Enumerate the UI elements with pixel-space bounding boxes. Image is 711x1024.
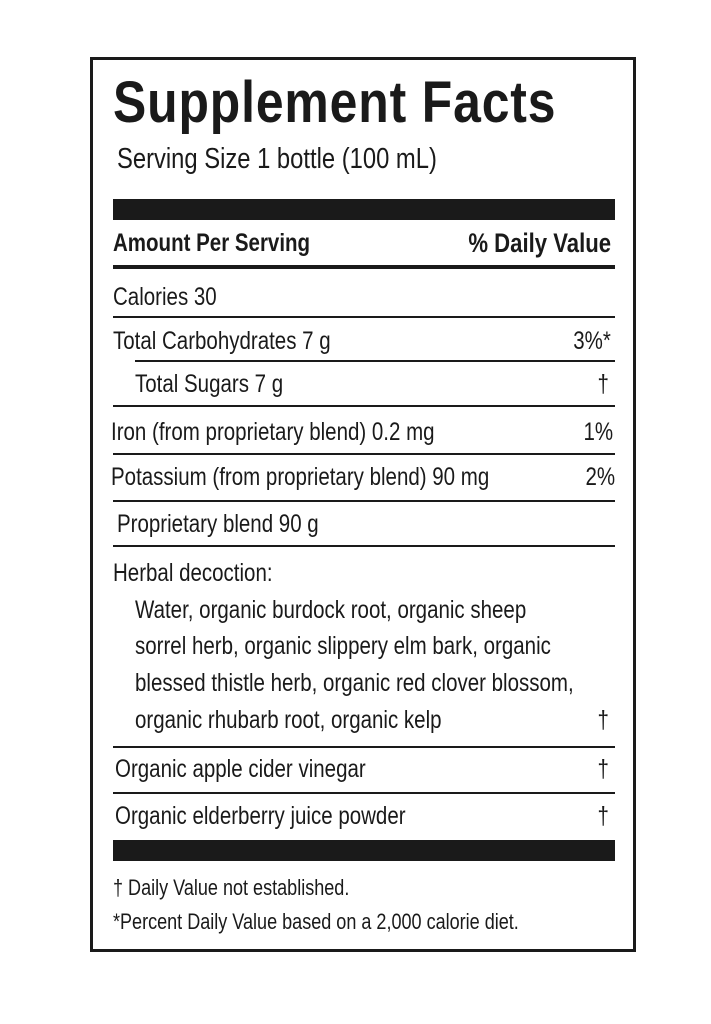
herbal-ingredient-line: sorrel herb, organic slippery elm bark, organic: [135, 632, 551, 660]
iron-dv: 1%: [583, 418, 613, 446]
panel-title: Supplement Facts: [113, 70, 557, 135]
potassium-dv: 2%: [585, 463, 615, 491]
serving-size: Serving Size 1 bottle (100 mL): [117, 143, 437, 175]
footnote-daily-value: † Daily Value not established.: [113, 875, 350, 900]
thick-divider-bottom: [113, 840, 615, 861]
iron-row: Iron (from proprietary blend) 0.2 mg: [111, 418, 435, 446]
row-divider: [135, 360, 615, 362]
row-divider: [113, 405, 615, 407]
supplement-facts-content: [113, 60, 615, 949]
total-sugars-dv: †: [597, 370, 609, 398]
row-divider: [113, 545, 615, 547]
thick-divider-top: [113, 199, 615, 220]
elderberry-juice-dv: †: [597, 802, 609, 830]
herbal-dv: †: [597, 706, 609, 734]
daily-value-heading: % Daily Value: [468, 228, 611, 258]
row-divider: [113, 746, 615, 748]
row-divider: [113, 316, 615, 318]
calories-row: Calories 30: [113, 283, 217, 311]
elderberry-juice-row: Organic elderberry juice powder: [115, 802, 406, 830]
supplement-facts-panel: [90, 57, 636, 952]
footnote-percent-daily-value: *Percent Daily Value based on a 2,000 calorie diet.: [113, 909, 519, 934]
amount-per-serving-heading: Amount Per Serving: [113, 229, 311, 257]
herbal-decoction-heading: Herbal decoction:: [113, 559, 273, 587]
apple-cider-vinegar-row: Organic apple cider vinegar: [115, 755, 366, 783]
potassium-row: Potassium (from proprietary blend) 90 mg: [111, 463, 490, 491]
herbal-ingredient-line: blessed thistle herb, organic red clover blossom,: [135, 669, 574, 697]
total-sugars-row: Total Sugars 7 g: [135, 370, 284, 398]
row-divider: [113, 500, 615, 502]
herbal-ingredient-line: organic rhubarb root, organic kelp: [135, 706, 442, 734]
herbal-ingredient-line: Water, organic burdock root, organic sheep: [135, 596, 527, 624]
row-divider: [113, 453, 615, 455]
row-divider: [113, 792, 615, 794]
total-carbohydrates-dv: 3%*: [573, 327, 611, 355]
proprietary-blend-row: Proprietary blend 90 g: [117, 510, 319, 538]
header-divider: [113, 265, 615, 269]
total-carbohydrates-row: Total Carbohydrates 7 g: [113, 327, 331, 355]
apple-cider-vinegar-dv: †: [597, 755, 609, 783]
